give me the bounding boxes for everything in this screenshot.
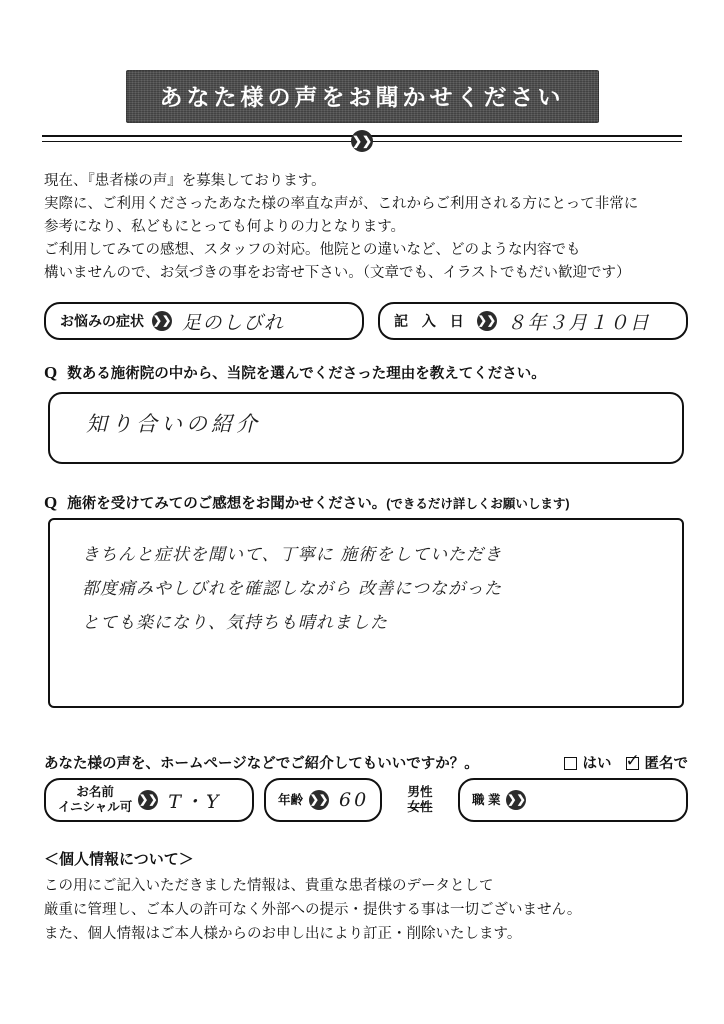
- answer-box-2[interactable]: [48, 518, 684, 708]
- banner-area: [0, 70, 724, 123]
- chevron-double-right-icon: ❯❯: [138, 790, 158, 810]
- name-label-line2: イニシャル可: [58, 800, 133, 814]
- question-marker: Q: [44, 363, 58, 382]
- permission-text: あなた様の声を、ホームページなどでご紹介してもいいですか？。: [44, 756, 479, 772]
- privacy-notice-line: また、個人情報はご本人様からのお申し出により訂正・削除いたします。: [44, 926, 522, 942]
- privacy-notice-line: この用にご記入いただきました情報は、貴重な患者様のデータとして: [44, 878, 494, 894]
- sex-male-label: 男性: [407, 785, 433, 799]
- profile-row: [44, 778, 688, 822]
- age-field[interactable]: [264, 778, 382, 822]
- job-label: 職 業: [472, 792, 501, 807]
- symptom-label: お悩みの症状: [60, 313, 144, 329]
- name-field[interactable]: [44, 778, 254, 822]
- answer-2-text: [82, 538, 666, 640]
- privacy-notice-line: 厳重に管理し、ご本人の許可なく外部への提示・提供する事は一切ございません。: [44, 902, 582, 918]
- answer-2-line: きちんと症状を聞いて、丁寧に 施術をしていただき: [82, 545, 503, 565]
- name-label-line1: お名前: [76, 785, 114, 799]
- question-2: [44, 492, 688, 513]
- privacy-notice-title: ＜個人情報について＞: [44, 851, 194, 868]
- question-2-note: (できるだけ詳しくお願いします): [386, 497, 570, 511]
- answer-box-1[interactable]: [48, 392, 684, 464]
- chevron-double-right-icon: ❯❯: [152, 311, 172, 331]
- intro-line: 実際に、ご利用くださったあなた様の率直な声が、これからご利用される方にとって非常に: [44, 196, 639, 212]
- checkbox-yes[interactable]: [564, 757, 577, 770]
- age-label: 年齢: [278, 792, 304, 807]
- name-value: T・Y: [168, 790, 222, 813]
- question-1-text: 数ある施術院の中から、当院を選んでくださった理由を教えてください。: [67, 366, 546, 382]
- date-field[interactable]: [378, 302, 688, 340]
- privacy-notice: [44, 848, 694, 946]
- permission-row: [44, 752, 688, 773]
- permission-anon-option[interactable]: [626, 752, 689, 773]
- date-value: ８年３月１０日: [506, 311, 651, 334]
- intro-line: ご利用してみての感想、スタッフの対応。他院との違いなど、どのような内容でも: [44, 242, 581, 258]
- chevron-double-down-icon: ❯❯: [351, 130, 373, 152]
- symptom-date-row: [44, 302, 688, 340]
- chevron-double-right-icon: ❯❯: [309, 790, 329, 810]
- intro-paragraph: [44, 170, 688, 285]
- job-field[interactable]: [458, 778, 688, 822]
- page-title: あなた様の声をお聞かせください: [126, 70, 599, 123]
- intro-line: 参考になり、私どもにとっても何よりの力となります。: [44, 219, 406, 235]
- answer-2-line: とても楽になり、気持ちも晴れました: [82, 613, 388, 633]
- intro-line: 現在、『患者様の声』を募集しております。: [44, 173, 326, 189]
- chevron-double-right-icon: ❯❯: [477, 311, 497, 331]
- intro-line: 構いませんので、お気づきの事をお寄せ下さい。（文章でも、イラストでもだい歓迎です）: [44, 265, 631, 281]
- question-2-text: 施術を受けてみてのご感想をお聞かせください。: [67, 496, 387, 512]
- age-value: 60: [339, 789, 370, 811]
- sex-options: [392, 785, 448, 815]
- checkbox-anonymous[interactable]: [626, 757, 639, 770]
- answer-1-text: 知り合いの紹介: [86, 412, 261, 436]
- permission-yes-option[interactable]: [564, 752, 612, 773]
- symptom-value: 足のしびれ: [182, 311, 285, 334]
- symptom-field[interactable]: [44, 302, 364, 340]
- permission-yes-label: はい: [582, 756, 612, 772]
- answer-2-line: 都度痛みやしびれを確認しながら 改善につながった: [82, 579, 503, 599]
- sex-field[interactable]: [392, 778, 448, 822]
- name-label: [46, 785, 138, 815]
- question-1: [44, 362, 688, 383]
- question-marker: Q: [44, 493, 58, 512]
- date-label: 記 入 日: [394, 313, 469, 329]
- permission-anon-label: 匿名で: [644, 756, 688, 772]
- sex-female-label: 女性: [407, 800, 433, 814]
- chevron-double-right-icon: ❯❯: [506, 790, 526, 810]
